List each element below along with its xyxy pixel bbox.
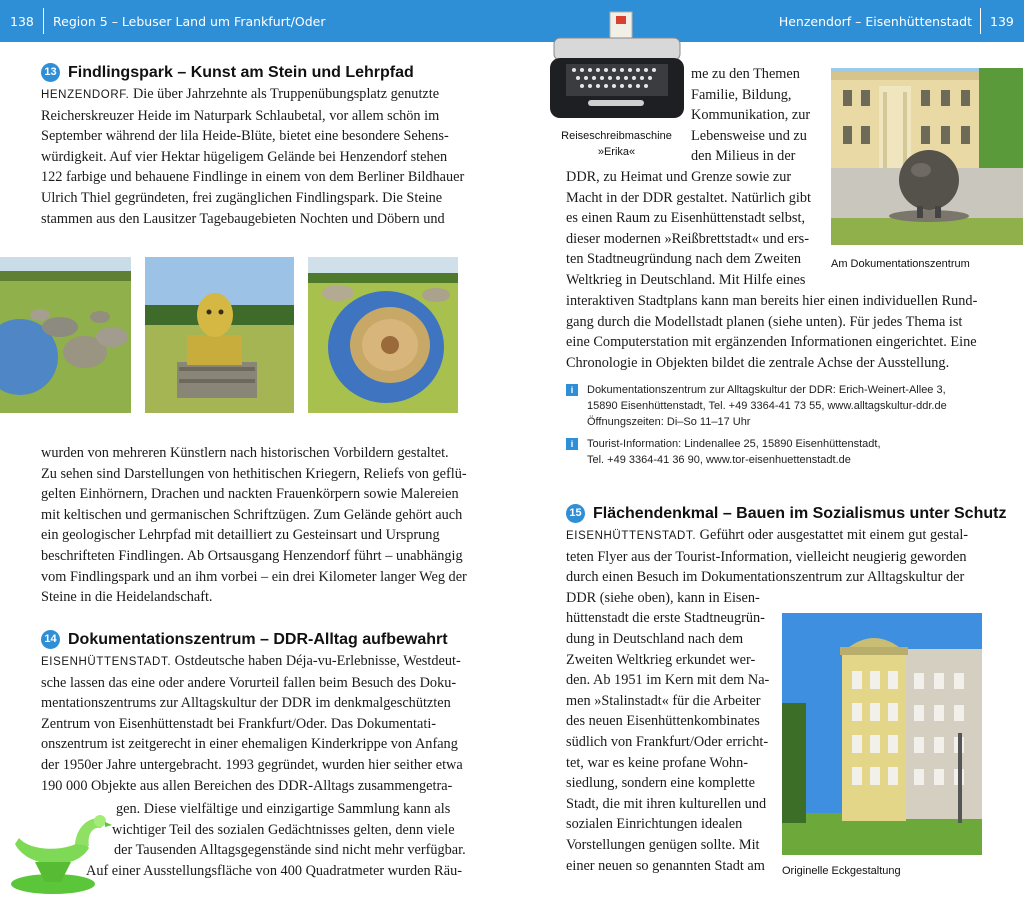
text-line: es einen Raum zu Eisenhüttenstadt selbst, (566, 210, 806, 227)
painted-boulder-photo (308, 257, 458, 413)
documentation-centre-photo (831, 68, 1023, 245)
text-line: siedlung, sondern eine komplette (566, 775, 755, 792)
text-line: beschrifteten Findlingen. Ab Ortsausgang Henzendorf führt – unabhängig (41, 547, 463, 564)
header-divider (980, 8, 981, 34)
section-14-heading (41, 630, 448, 649)
text-line: 190 000 Objekte aus allen Bereichen des DDR-Alltags zusammengetra- (41, 777, 453, 794)
header-divider (43, 8, 44, 34)
text-line: 122 farbige und behauene Findlinge in einem von dem Berliner Bildhauer (41, 169, 465, 186)
text-line: ten Stadtneugründung nach dem Zweiten (566, 251, 802, 268)
info-line: Tourist-Information: Lindenallee 25, 15890 Eisenhüttenstadt, (587, 438, 881, 450)
info-line: 15890 Eisenhüttenstadt, Tel. +49 3364-41 73 55, www.alltagskultur-ddr.de (587, 400, 947, 412)
section-15-heading (566, 504, 1006, 523)
text-line: Zentrum von Eisenhüttenstadt bei Frankfurt/Oder. Das Dokumentati- (41, 715, 437, 732)
section-14-right-mid-lines (566, 167, 811, 291)
text-line: Geführt oder ausgestattet mit einem gut gestal- (696, 527, 969, 543)
section-14-right-full-lines (566, 291, 977, 373)
info-line: Öffnungszeiten: Di–So 11–17 Uhr (587, 416, 751, 428)
text-line: sozialen Einrichtungen idealen (566, 816, 743, 833)
text-line: Ulrich Thiel gegründeten, frei zugänglichen Findlingspark. Die Steine (41, 189, 443, 206)
text-line: Ostdeutsche haben Déja-vu-Erlebnisse, Westdeut- (171, 653, 461, 669)
text-line: stammen aus den Lausitzer Tagebaugebieten Nochten und Döbern und (41, 210, 445, 227)
text-line: hüttenstadt die erste Stadtneugrün- (566, 610, 765, 627)
text-line: gen. Diese vielfältige und einzigartige Sammlung kann als (116, 801, 451, 817)
text-line: interaktiven Stadtplans kann man bereits hier einen individuellen Rund- (566, 293, 978, 309)
section-title: Dokumentationszentrum – DDR-Alltag aufbewahrt (68, 630, 448, 648)
text-line: me zu den Themen (691, 66, 800, 82)
text-line: den. Ab 1951 im Kern mit dem Na- (566, 672, 770, 689)
caption-line: Reiseschreibmaschine (561, 130, 672, 142)
text-line: gelten Einhörnern, Drachen und nackten Frauenkörpern sowie Malereien (41, 486, 459, 503)
text-line: Vorstellungen genügen sollte. Mit (566, 836, 760, 853)
text-line: Lebensweise und zu (691, 127, 807, 144)
section-title: Flächendenkmal – Bauen im Sozialismus unter Schutz (593, 504, 1007, 522)
text-line: Chronologie in Objekten bildet die zentrale Achse der Ausstellung. (566, 354, 950, 371)
right-page-number: 139 (990, 14, 1014, 29)
green-egg-cup-image (5, 806, 113, 898)
text-line: würdigkeit. Auf vier Hektar hügeligem Gelände bei Henzendorf stehen (41, 148, 448, 165)
text-line: der Tausenden Alltagsgegenstände sind nicht mehr verfügbar. (114, 842, 466, 859)
corner-building-caption: Originelle Eckgestaltung (782, 865, 901, 877)
left-running-title: Region 5 – Lebuser Land um Frankfurt/Oder (53, 14, 326, 29)
section-13-heading (41, 63, 414, 82)
text-line: men »Stalinstadt« für die Arbeiter (566, 692, 761, 709)
text-line: Kommunikation, zur (691, 107, 811, 124)
text-line: ein geologischer Lehrpfad mit detailliert zu Gesteinsart und Ursprung (41, 527, 440, 544)
text-line: eine Computerstation mit ergänzenden Informationen eingerichtet. Eine (566, 334, 977, 351)
place-name: HENZENDORF. (41, 89, 130, 101)
section-number-badge: 14 (41, 630, 60, 649)
text-line: Auf einer Ausstellungsfläche von 400 Quadratmeter wurden Räu- (86, 862, 462, 879)
sphinx-statue-photo (145, 257, 294, 413)
text-line: gang durch die Modellstadt planen (siehe unten). Für jedes Thema ist (566, 313, 963, 330)
text-line: September während der lila Heide-Blüte, bietet eine besondere Sehens- (41, 128, 449, 145)
text-line: mentationszentrums zur Alltagskultur der DDR im denkmalgeschützten (41, 695, 451, 712)
text-line: dieser modernen »Reißbrettstadt« und ers- (566, 230, 809, 247)
section-14-right-short-lines (691, 64, 810, 167)
text-line: wurden von mehreren Künstlern nach historischen Vorbildern gestaltet. (41, 445, 449, 461)
text-line: vom Findlingspark und an ihm vorbei – ein drei Kilometer langer Weg der (41, 568, 467, 585)
info-block-tourist-information (566, 436, 881, 468)
text-line: teten Flyer aus der Tourist-Information, vielleicht neugierig geworden (566, 548, 967, 565)
text-line: durch einen Besuch im Dokumentationszentrum zur Alltagskultur der (566, 569, 965, 586)
text-line: Familie, Bildung, (691, 86, 792, 103)
info-icon: i (566, 438, 578, 450)
text-line: südlich von Frankfurt/Oder erricht- (566, 733, 769, 750)
typewriter-image (546, 8, 685, 124)
right-running-title: Henzendorf – Eisenhüttenstadt (778, 14, 972, 29)
text-line: dung in Deutschland nach dem (566, 630, 744, 647)
text-line: wichtiger Teil des sozialen Gedächtnisses gelten, denn viele (112, 821, 455, 838)
info-line: Dokumentationszentrum zur Alltagskultur der DDR: Erich-Weinert-Allee 3, (587, 384, 946, 396)
section-13-body (41, 84, 464, 229)
text-line: einer neuen so genannten Stadt am (566, 857, 765, 874)
section-14-body-indented (86, 799, 466, 881)
text-line: Stadt, die mit ihren kulturellen und (566, 795, 767, 812)
text-line: der 1950er Jahre untergebracht. 1993 gegründet, wurden hier seither etwa (41, 756, 463, 773)
text-line: des neuen Eisenhüttenkombinates (566, 713, 760, 730)
section-number-badge: 15 (566, 504, 585, 523)
text-line: sche lassen das eine oder andere Vorurteil fallen beim Besuch des Doku- (41, 674, 457, 691)
section-number-badge: 13 (41, 63, 60, 82)
text-line: Reicherskreuzer Heide im Naturpark Schlaubetal, vor allem schön im (41, 107, 440, 124)
info-line: Tel. +49 3364-41 36 90, www.tor-eisenhuettenstadt.de (587, 454, 851, 466)
text-line: DDR, zu Heimat und Grenze sowie zur (566, 169, 792, 185)
left-page-number: 138 (10, 14, 34, 29)
corner-building-photo (782, 613, 982, 855)
text-line: Zweiten Weltkrieg erkundet wer- (566, 651, 756, 668)
text-line: mit keltischen und germanischen Schriftzügen. Zum Gelände gehört auch (41, 506, 463, 523)
text-line: onszentrum ist zeitgerecht in einer ehemaligen Kinderkrippe von Anfang (41, 736, 458, 753)
place-name: EISENHÜTTENSTADT. (41, 656, 172, 668)
text-line: tet, war es keine profane Wohn- (566, 754, 748, 771)
text-line: Weltkrieg in Deutschland. Mit Hilfe eines (566, 271, 806, 288)
text-line: den Milieus in der (691, 148, 796, 165)
info-block-documentation-centre (566, 382, 947, 430)
text-line: Steine in die Heidelandschaft. (41, 589, 213, 606)
section-13-body-continued (41, 443, 467, 608)
section-14-body (41, 651, 463, 796)
section-title: Findlingspark – Kunst am Stein und Lehrpfad (68, 63, 414, 81)
text-line: Die über Jahrzehnte als Truppenübungsplatz genutzte (129, 86, 440, 102)
info-icon: i (566, 384, 578, 396)
text-line: DDR (siehe oben), kann in Eisen- (566, 589, 760, 606)
typewriter-caption (546, 128, 687, 160)
documentation-centre-caption: Am Dokumentationszentrum (831, 258, 970, 270)
boulder-field-photo (0, 257, 131, 413)
text-line: Macht in der DDR gestaltet. Natürlich gibt (566, 189, 811, 206)
place-name: EISENHÜTTENSTADT. (566, 530, 697, 542)
text-line: Zu sehen sind Darstellungen von hethitischen Kriegern, Reliefs von geflü- (41, 465, 467, 482)
caption-line: »Erika« (597, 146, 636, 158)
